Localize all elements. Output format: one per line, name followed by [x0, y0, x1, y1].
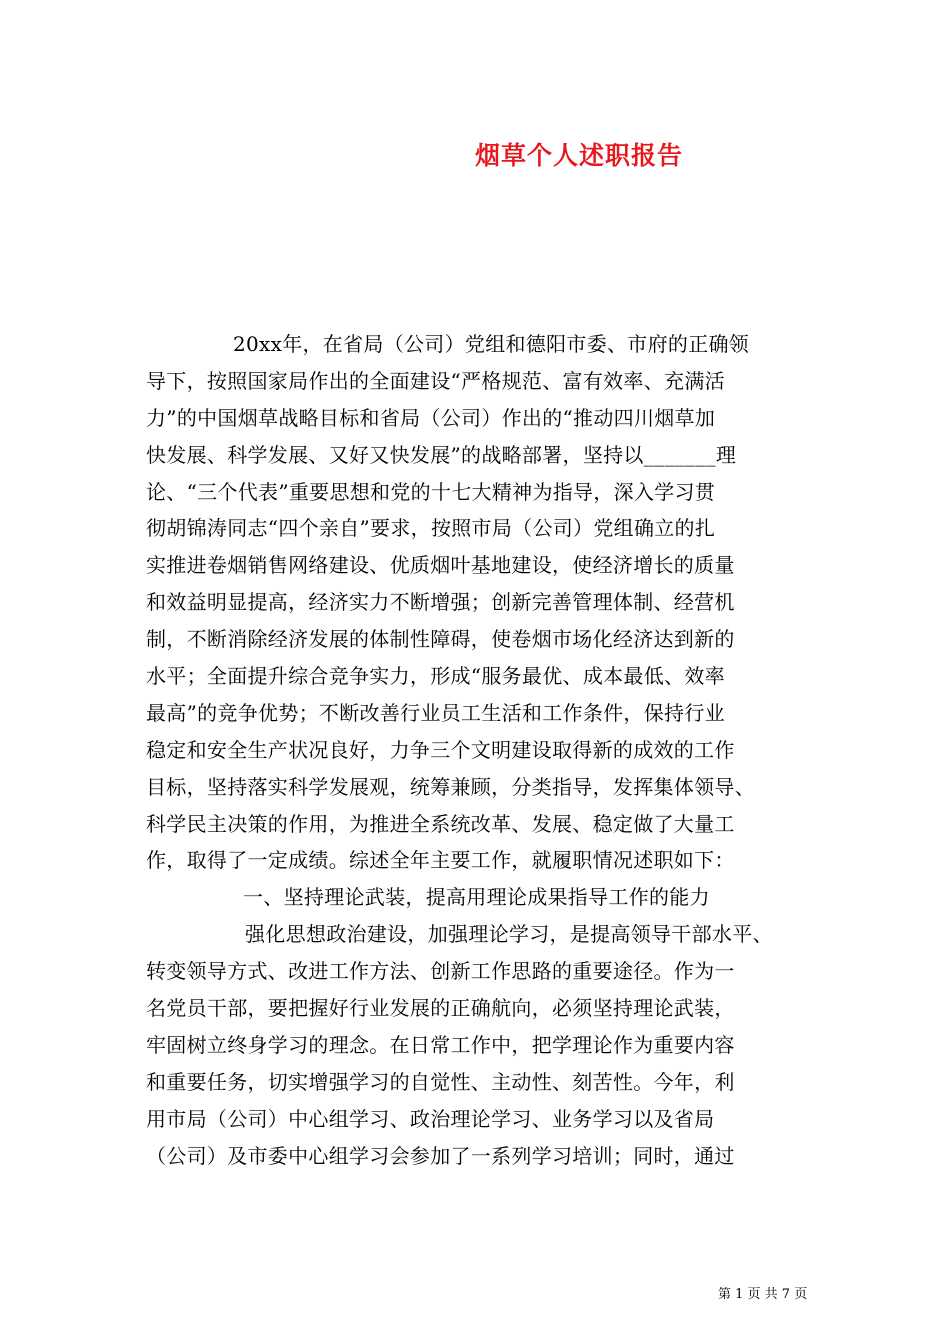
text-line: 论、“三个代表”重要思想和党的十七大精神为指导，深入学习贯 [146, 479, 716, 504]
text-line: 导下，按照国家局作出的全面建设“严格规范、富有效率、充满活 [146, 368, 725, 393]
page-number: 第 1 页 共 7 页 [718, 1287, 808, 1302]
text-line: 快发展、科学发展、又好又快发展”的战略部署，坚持以_______理 [146, 442, 737, 467]
text-line: 科学民主决策的作用，为推进全系统改革、发展、稳定做了大量工 [146, 811, 735, 836]
document-title: 烟草个人述职报告 [475, 141, 684, 170]
text-line: 稳定和安全生产状况良好，力争三个文明建设取得新的成效的工作 [146, 737, 735, 762]
text-line: 水平；全面提升综合竞争实力，形成“服务最优、成本最低、效率 [146, 664, 725, 689]
text-line: 制，不断消除经济发展的体制性障碍，使卷烟市场化经济达到新的 [146, 627, 735, 652]
text-line: 强化思想政治建设，加强理论学习，是提高领导干部水平、 [245, 922, 773, 947]
section-heading: 一、坚持理论武装，提高用理论成果指导工作的能力 [243, 885, 710, 910]
text-line: 彻胡锦涛同志“四个亲自”要求，按照市局（公司）党组确立的扎 [146, 516, 716, 541]
text-line: 牢固树立终身学习的理念。在日常工作中，把学理论作为重要内容 [146, 1032, 735, 1057]
text-line: （公司）及市委中心组学习会参加了一系列学习培训；同时，通过 [146, 1143, 735, 1168]
text-line: 和重要任务，切实增强学习的自觉性、主动性、刻苦性。今年，利 [146, 1069, 735, 1094]
text-line: 转变领导方式、改进工作方法、创新工作思路的重要途径。作为一 [146, 959, 735, 984]
text-line: 力”的中国烟草战略目标和省局（公司）作出的“推动四川烟草加 [146, 405, 716, 430]
text-line: 20xx年，在省局（公司）党组和德阳市委、市府的正确领 [233, 332, 750, 356]
text-line: 作，取得了一定成绩。综述全年主要工作，就履职情况述职如下： [146, 848, 735, 873]
document-body [146, 326, 826, 1174]
text-line: 最高”的竞争优势；不断改善行业员工生活和工作条件，保持行业 [146, 700, 725, 725]
text-line: 和效益明显提高，经济实力不断增强；创新完善管理体制、经营机 [146, 590, 735, 615]
text-line: 目标，坚持落实科学发展观，统筹兼顾，分类指导，发挥集体领导、 [146, 774, 755, 799]
text-line: 实推进卷烟销售网络建设、优质烟叶基地建设，使经济增长的质量 [146, 553, 735, 578]
text-line: 名党员干部，要把握好行业发展的正确航向，必须坚持理论武装， [146, 996, 735, 1021]
text-line: 用市局（公司）中心组学习、政治理论学习、业务学习以及省局 [146, 1106, 715, 1131]
